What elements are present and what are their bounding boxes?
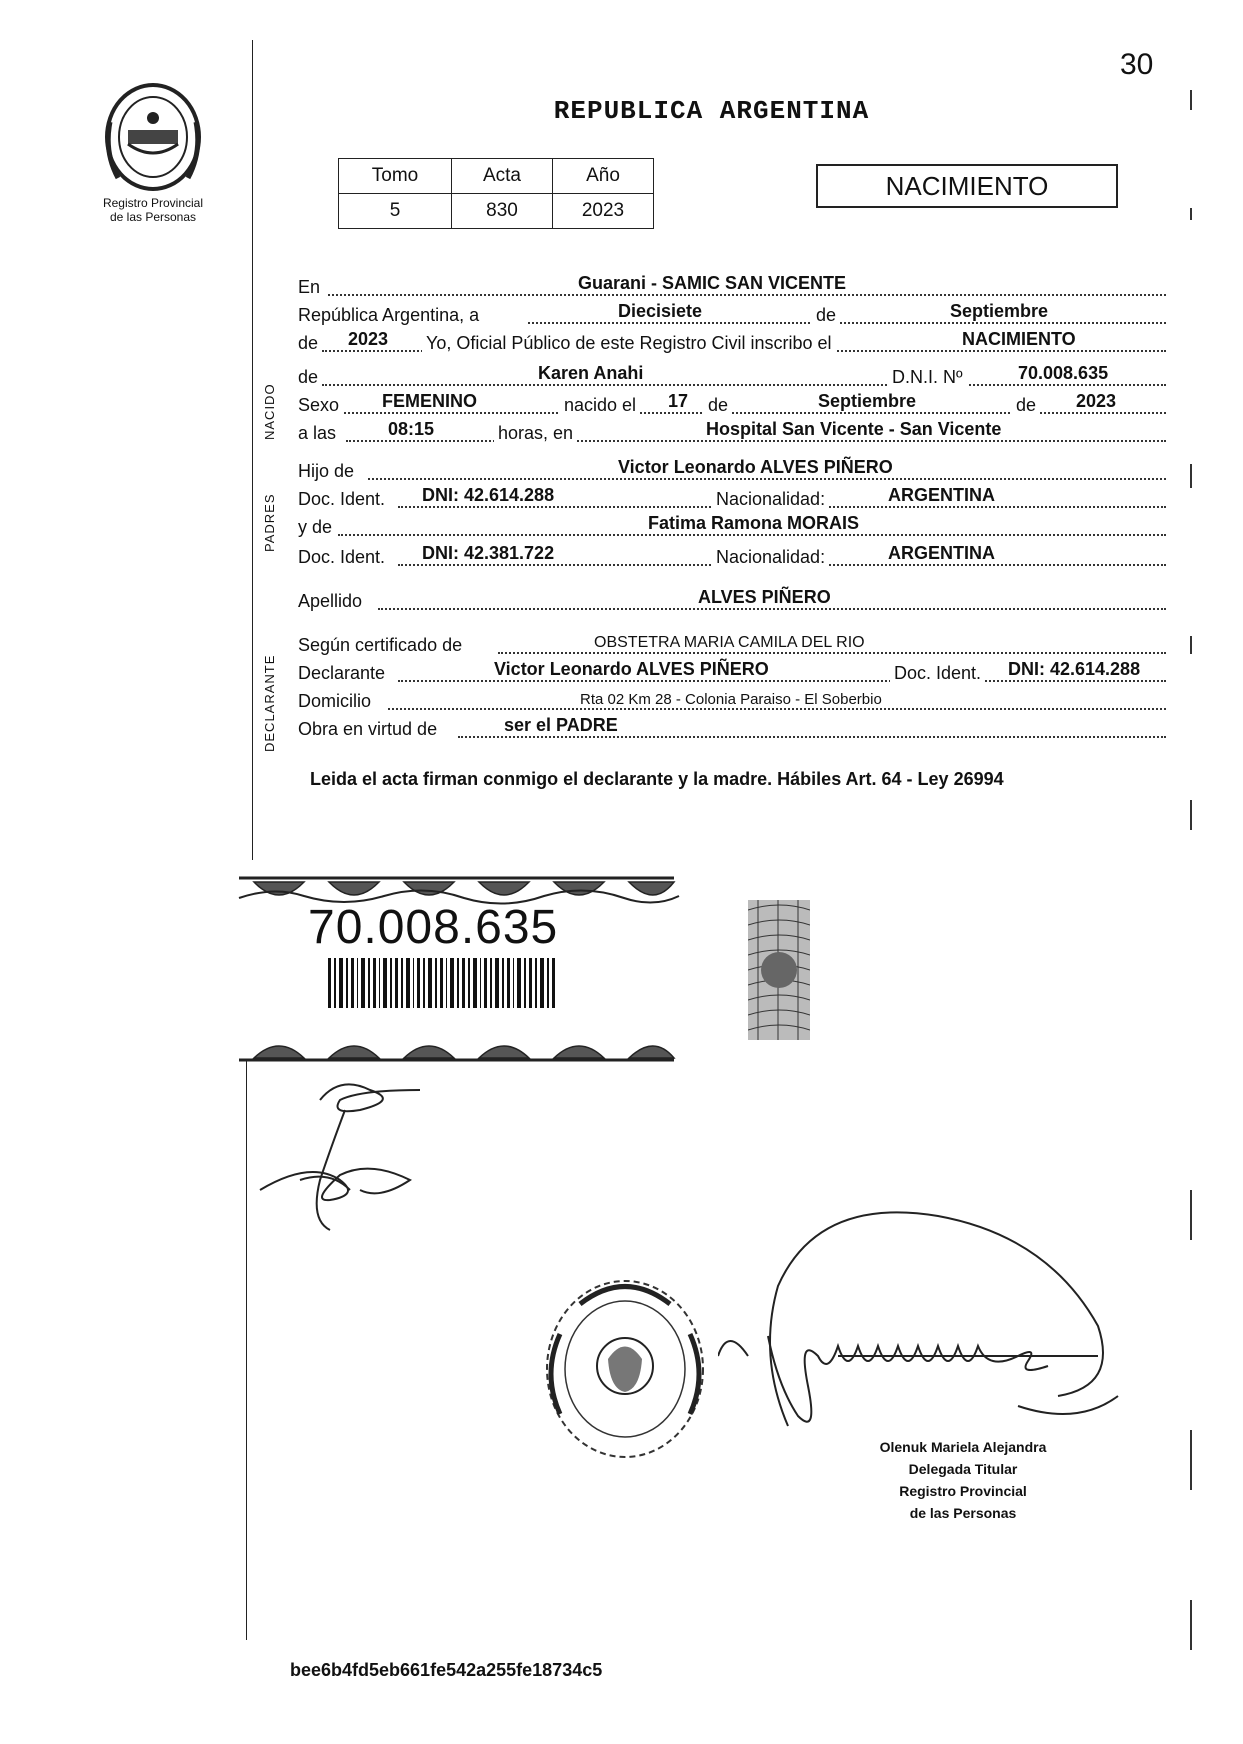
value-decl-doc: DNI: 42.614.288 [1008,659,1141,679]
label-domicilio: Domicilio [298,691,375,712]
label-en: En [298,277,324,298]
value-en: Guarani - SAMIC SAN VICENTE [578,273,847,293]
label-declarante: Declarante [298,663,389,684]
value-day-words: Diecisiete [618,301,703,321]
label-segun: Según certificado de [298,635,466,656]
label-year-de: de [298,333,322,354]
right-margin-dash [1190,1430,1192,1490]
value-birth-day: 17 [668,391,689,411]
record-table-cell: 830 [452,194,553,229]
label-yde: y de [298,517,336,538]
logo-caption-line1: Registro Provincial [102,196,204,210]
logo-caption-line2: de las Personas [109,210,197,224]
value-domicilio: Rta 02 Km 28 - Colonia Paraiso - El Soberbio [580,691,882,708]
label-birth-de1: de [704,395,732,416]
left-margin-line [252,40,253,860]
closing-note: Leida el acta firman conmigo el declarante y la madre. Hábiles Art. 64 - Ley 26994 [310,769,1004,789]
barcode-icon [328,958,558,1008]
value-birth-month: Septiembre [818,391,917,411]
label-official: Yo, Oficial Público de este Registro Civil inscribo el [422,333,836,354]
side-label-padres: PADRES [262,493,277,552]
value-obra: ser el PADRE [504,715,618,735]
value-segun: OBSTETRA MARIA CAMILA DEL RIO [594,634,865,651]
value-declarante: Victor Leonardo ALVES PIÑERO [494,659,769,679]
row-nombre [298,362,1166,388]
record-table-value-row [339,194,654,229]
document-title: REPUBLICA ARGENTINA [553,96,870,126]
label-republica: República Argentina, a [298,305,483,326]
label-alas: a las [298,423,340,444]
record-table-header: Acta [452,159,553,194]
value-apellido: ALVES PIÑERO [698,587,831,607]
label-sexo: Sexo [298,395,343,416]
label-nacido: nacido el [560,395,640,416]
label-dni: D.N.I. Nº [888,367,967,388]
right-margin-dash [1190,800,1192,830]
label-doc: Doc. Ident. [298,489,389,510]
value-place: Hospital San Vicente - San Vicente [706,419,1002,439]
label-de: de [812,305,840,326]
label-doc-2: Doc. Ident. [298,547,389,568]
value-father-nat: ARGENTINA [888,485,995,505]
row-obra [298,714,1166,740]
value-time: 08:15 [388,419,435,439]
row-domicilio [298,686,1166,712]
right-margin-dash [1190,1600,1192,1650]
label-hijo: Hijo de [298,461,358,482]
value-dni: 70.008.635 [1018,363,1109,383]
official-stamp-text [838,1436,1088,1524]
official-signature-icon [718,1206,1138,1446]
row-mother-doc [298,542,1166,568]
label-name-de: de [298,367,322,388]
label-birth-de2: de [1012,395,1040,416]
row-fecha [298,300,1166,326]
hologram-icon [748,900,810,1040]
record-table [338,158,654,229]
record-table-cell: 5 [339,194,452,229]
logo-caption [88,196,218,224]
record-table-header: Año [553,159,654,194]
value-father-name: Victor Leonardo ALVES PIÑERO [618,457,893,477]
record-table-header: Tomo [339,159,452,194]
value-mother-doc: DNI: 42.381.722 [422,543,555,563]
value-month: Septiembre [950,301,1049,321]
label-obra: Obra en virtud de [298,719,441,740]
label-apellido: Apellido [298,591,366,612]
record-type-box: NACIMIENTO [816,164,1118,208]
left-margin-line-lower [246,1060,247,1640]
value-sexo: FEMENINO [382,391,478,411]
value-year: 2023 [348,329,389,349]
document-hash: bee6b4fd5eb661fe542a255fe18734c5 [290,1660,603,1680]
label-nacionalidad-2: Nacionalidad: [712,547,829,568]
right-margin-dash [1190,208,1192,220]
declarant-signature-icon [250,1070,440,1240]
label-decl-doc: Doc. Ident. [890,663,985,684]
dni-strip-number: 70.008.635 [308,901,559,954]
value-mother-nat: ARGENTINA [888,543,995,563]
side-label-nacido: NACIDO [262,383,277,440]
official-stamp-icon [540,1274,710,1464]
official-registry: Registro Provincial [899,1483,1027,1499]
security-pattern-bottom-icon [234,1030,684,1066]
value-mother-name: Fatima Ramona MORAIS [648,513,860,533]
record-table-cell: 2023 [553,194,654,229]
record-table-header-row [339,159,654,194]
row-declarante [298,658,1166,684]
page-number: 30 [1120,48,1154,81]
value-inscribe: NACIMIENTO [962,329,1076,349]
row-apellido [298,586,1166,612]
official-name: Olenuk Mariela Alejandra [879,1439,1047,1455]
row-en [298,272,1166,298]
value-birth-year: 2023 [1076,391,1117,411]
label-horas: horas, en [494,423,577,444]
row-certificado [298,630,1166,656]
right-margin-dash [1190,636,1192,654]
right-margin-dash [1190,464,1192,488]
right-margin-dash [1190,1190,1192,1240]
row-hora [298,418,1166,444]
official-role: Delegada Titular [908,1461,1018,1477]
row-sexo [298,390,1166,416]
value-name: Karen Anahi [538,363,644,383]
label-nacionalidad: Nacionalidad: [712,489,829,510]
row-inscribe [298,328,1166,354]
value-father-doc: DNI: 42.614.288 [422,485,555,505]
row-father-doc [298,484,1166,510]
row-madre [298,512,1166,538]
side-label-declarante: DECLARANTE [262,654,277,752]
row-hijo [298,456,1166,482]
official-registry-2: de las Personas [909,1505,1017,1521]
